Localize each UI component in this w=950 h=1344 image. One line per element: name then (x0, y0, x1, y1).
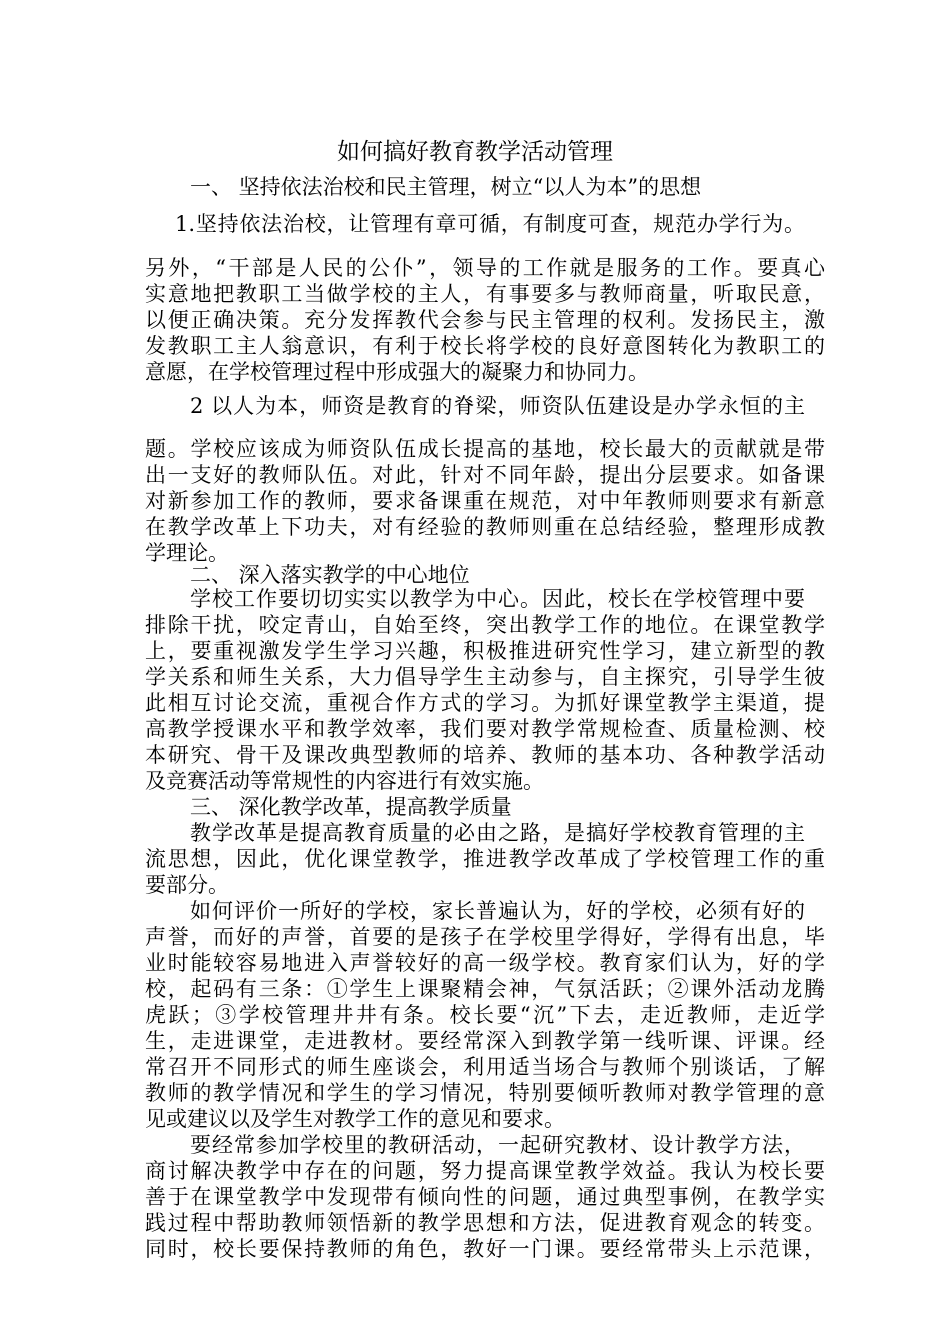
paragraph-3-line: 上，要重视激发学生学习兴趣，积极推进研究性学习，建立新型的教 (145, 639, 825, 663)
paragraph-2-line: 学理论。 (145, 541, 229, 565)
paragraph-5-line: 声誉，而好的声誉，首要的是孩子在学校里学得好，学得有出息，毕 (145, 925, 825, 949)
paragraph-3-line: 高教学授课水平和教学效率，我们要对教学常规检查、质量检测、校 (145, 717, 825, 741)
paragraph-6-line: 商讨解决教学中存在的问题，努力提高课堂教学效益。我认为校长要 (145, 1159, 825, 1183)
paragraph-2-line: 对新参加工作的教师，要求备课重在规范，对中年教师则要求有新意 (145, 489, 825, 513)
paragraph-6-line: 善于在课堂教学中发现带有倾向性的问题，通过典型事例，在教学实 (145, 1185, 825, 1209)
paragraph-2-line: 题。学校应该成为师资队伍成长提高的基地，校长最大的贡献就是带 (145, 437, 825, 461)
paragraph-6-line: 要经常参加学校里的教研活动，一起研究教材、设计教学方法， (190, 1133, 805, 1157)
paragraph-5-line: 常召开不同形式的师生座谈会，利用适当场合与教师个别谈话，了解 (145, 1055, 825, 1079)
paragraph-3-line: 本研究、骨干及课改典型教师的培养、教师的基本功、各种教学活动 (145, 743, 825, 767)
paragraph-4-line: 流思想，因此，优化课堂教学，推进教学改革成了学校管理工作的重 (145, 847, 825, 871)
document-title: 如何搞好教育教学活动管理 (337, 139, 613, 165)
paragraph-1-line: 意愿，在学校管理过程中形成强大的凝聚力和协同力。 (145, 360, 649, 384)
paragraph-6-line: 践过程中帮助教师领悟新的教学思想和方法，促进教育观念的转变。 (145, 1211, 825, 1235)
paragraph-1-line: 以便正确决策。充分发挥教代会参与民主管理的权利。发扬民主，激 (145, 308, 825, 332)
paragraph-2-line: 出一支好的教师队伍。对此，针对不同年龄，提出分层要求。如备课 (145, 463, 825, 487)
paragraph-5-line: 生，走进课堂，走进教材。要经常深入到教学第一线听课、评课。经 (145, 1029, 825, 1053)
paragraph-1-line: 发教职工主人翁意识，有利于校长将学校的良好意图转化为教职工的 (145, 334, 825, 358)
paragraph-3-line: 学校工作要切切实实以教学为中心。因此，校长在学校管理中要 (190, 587, 805, 611)
paragraph-6-line: 同时，校长要保持教师的角色，教好一门课。要经常带头上示范课， (145, 1237, 825, 1261)
paragraph-1-line: 实意地把教职工当做学校的主人，有事要多与教师商量，听取民意， (145, 282, 825, 306)
paragraph-2-line: 2 以人为本，师资是教育的脊梁，师资队伍建设是办学永恒的主 (190, 394, 805, 418)
paragraph-1-line: 1.坚持依法治校，让管理有章可循，有制度可查，规范办学行为。 (175, 212, 805, 236)
paragraph-3-line: 学关系和师生关系，大力倡导学生主动参与，自主探究，引导学生彼 (145, 665, 825, 689)
paragraph-4-line: 教学改革是提高教育质量的必由之路，是搞好学校教育管理的主 (190, 821, 805, 845)
paragraph-5-line: 校，起码有三条：①学生上课聚精会神，气氛活跃；②课外活动龙腾 (145, 977, 825, 1001)
paragraph-1-line: 另外，“干部是人民的公仆”，领导的工作就是服务的工作。要真心 (145, 256, 825, 280)
paragraph-5-line: 见或建议以及学生对教学工作的意见和要求。 (145, 1107, 565, 1131)
section-heading-3: 三、 深化教学改革，提高教学质量 (190, 795, 512, 819)
paragraph-5-line: 如何评价一所好的学校，家长普遍认为，好的学校，必须有好的 (190, 899, 805, 923)
paragraph-3-line: 及竞赛活动等常规性的内容进行有效实施。 (145, 769, 544, 793)
paragraph-2-line: 在教学改革上下功夫，对有经验的教师则重在总结经验，整理形成教 (145, 515, 825, 539)
section-heading-2: 二、 深入落实教学的中心地位 (190, 563, 470, 587)
paragraph-5-line: 业时能较容易地进入声誉较好的高一级学校。教育家们认为，好的学 (145, 951, 825, 975)
paragraph-5-line: 虎跃；③学校管理井井有条。校长要“沉”下去，走近教师，走近学 (145, 1003, 825, 1027)
paragraph-5-line: 教师的教学情况和学生的学习情况，特别要倾听教师对教学管理的意 (145, 1081, 825, 1105)
paragraph-4-line: 要部分。 (145, 873, 229, 897)
section-heading-1: 一、 坚持依法治校和民主管理，树立“以人为本”的思想 (190, 175, 702, 199)
paragraph-3-line: 排除干扰，咬定青山，自始至终，突出教学工作的地位。在课堂教学 (145, 613, 825, 637)
paragraph-3-line: 此相互讨论交流，重视合作方式的学习。为抓好课堂教学主渠道，提 (145, 691, 825, 715)
